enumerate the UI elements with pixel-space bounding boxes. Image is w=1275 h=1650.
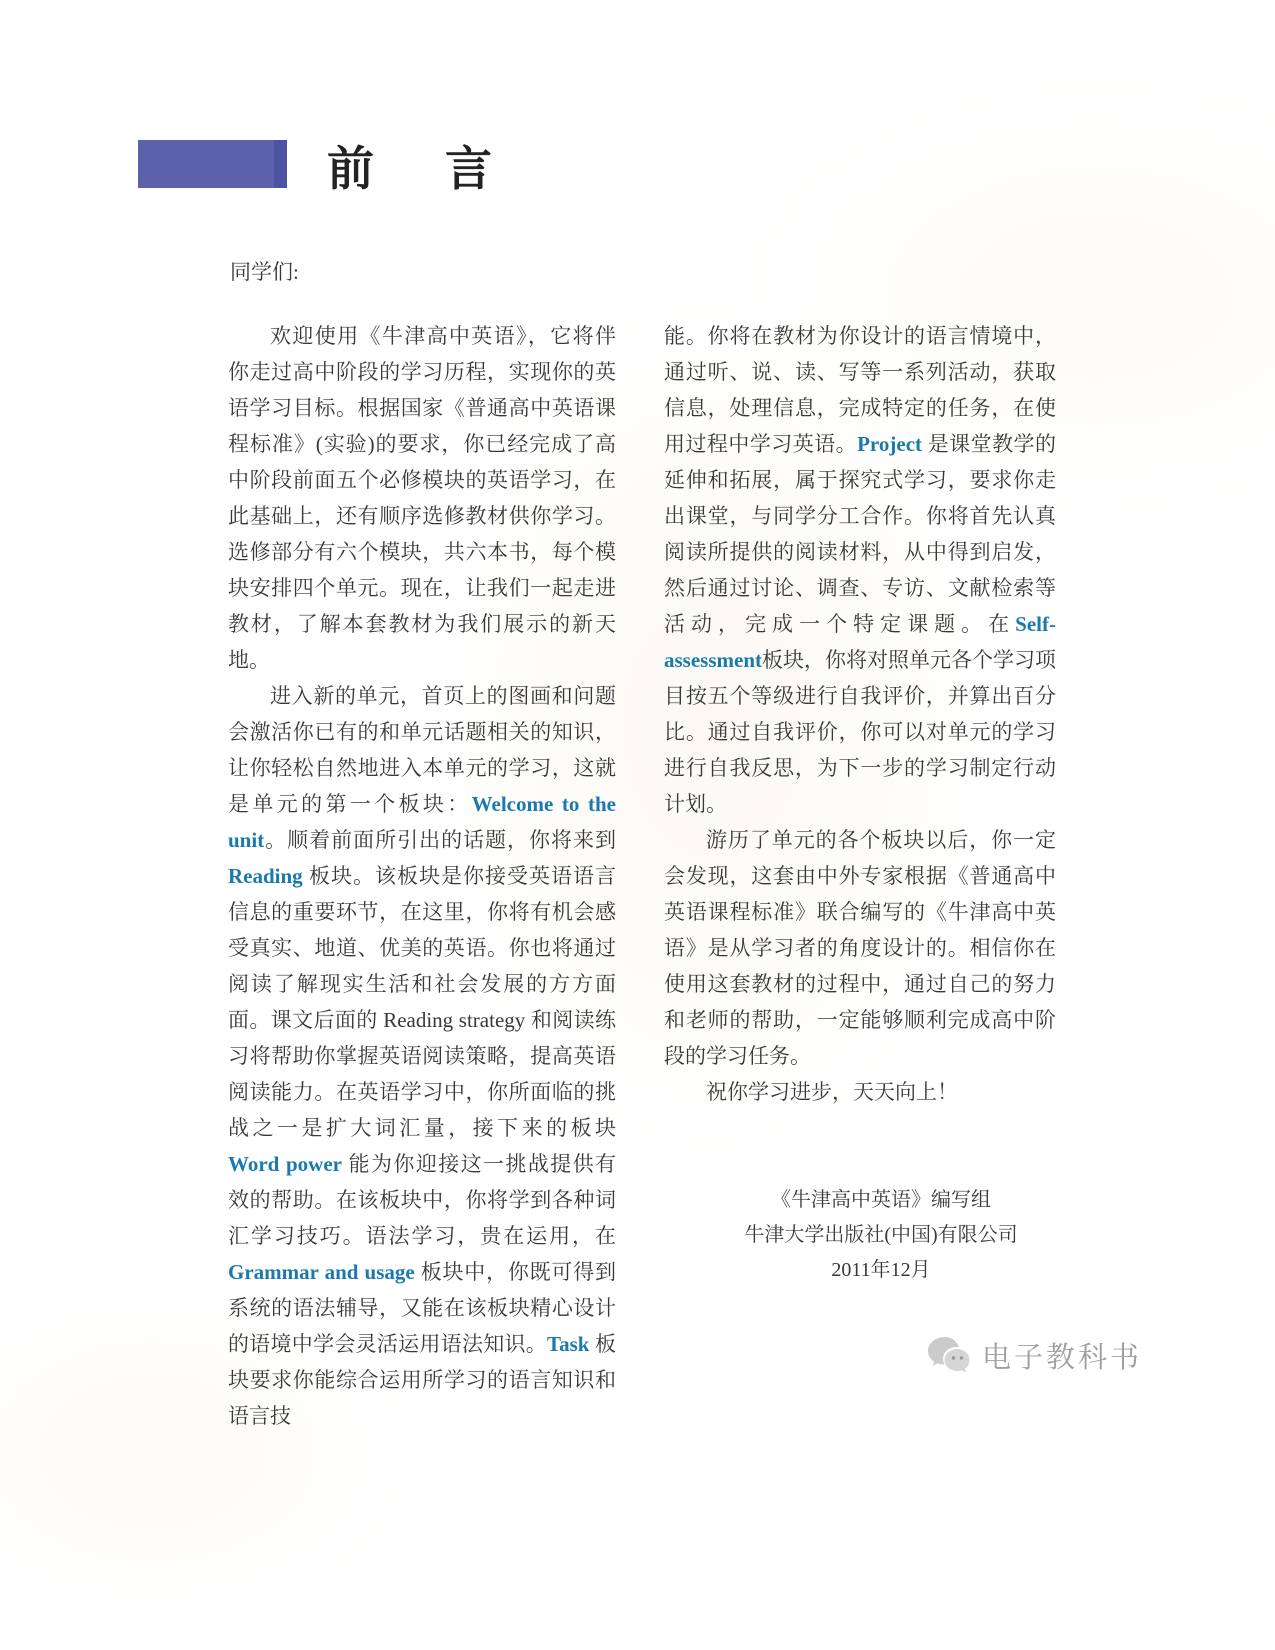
text-run: 能。你将在教材为你设计的语言情境中，通过听、说、读、写等一系列活动，获取信息，处理信息，完成特定的任务，在使用过程中学习英语。 [664,324,1056,456]
signature-block [722,1183,1040,1288]
paragraph [228,678,616,1434]
signature-publisher: 牛津大学出版社(中国)有限公司 [744,1224,1018,1246]
text-run: 欢迎使用《牛津高中英语》，它将伴你走过高中阶段的学习历程，实现你的英语学习目标。根据国家《普通高中英语课程标准》(实验)的要求，你已经完成了高中阶段前面五个必修模块的英语学习，在此基础上，还有顺序选修教材供你学习。选修部分有六个模块，共六本书，每个模块安排四个单元。现在，让我们一起走进教材，了解本套教材为我们展示的新天地。 [228,324,616,672]
text-run: 。顺着前面所引出的话题，你将来到 [264,828,616,852]
module-keyword: Project [857,432,923,456]
paragraph [664,1074,1056,1110]
text-run: 祝你学习进步，天天向上！ [706,1080,958,1104]
publisher-watermark [926,1334,1142,1376]
right-text-column [664,318,1056,1110]
title-accent-bar [138,140,287,188]
text-run: 游历了单元的各个板块以后，你一定会发现，这套由中外专家根据《普通高中英语课程标准》联合编写的《牛津高中英语》是从学习者的角度设计的。相信你在使用这套教材的过程中，通过自己的努力和老师的帮助，一定能够顺利完成高中阶段的学习任务。 [664,828,1056,1068]
left-text-column [228,318,616,1434]
text-run: 板块，你将对照单元各个学习项目按五个等级进行自我评价，并算出百分比。通过自我评价，你可以对单元的学习进行自我反思，为下一步的学习制定行动计划。 [664,648,1056,816]
page-title: 前 言 [327,144,504,196]
paragraph [228,318,616,678]
module-keyword: Task [547,1332,590,1356]
watermark-label: 电子教科书 [982,1339,1143,1374]
text-run: 板块中，你既可得到系统的语法辅导，又能在该板块精心设计的语境中学会灵活运用语法知识。 [228,1260,616,1356]
chat-bubbles-icon [926,1334,974,1376]
module-keyword: Self-assessment [664,612,1056,672]
text-run: 能为你迎接这一挑战提供有效的帮助。在该板块中，你将学到各种词汇学习技巧。语法学习，贵在运用，在 [228,1152,617,1248]
text-run: 板块要求你能综合运用所学习的语言知识和语言技 [228,1332,617,1428]
module-keyword: Welcome to the unit [228,792,617,852]
text-run: 是课堂教学的延伸和拓展，属于探究式学习，要求你走出课堂，与同学分工合作。你将首先认真阅读所提供的阅读材料，从中得到启发，然后通过讨论、调查、专访、文献检索等活动，完成一个特定课题。在 [664,432,1057,636]
title-accent-bar-edge [274,140,287,188]
paragraph [664,318,1056,822]
paragraph [664,822,1056,1074]
module-keyword: Word power [228,1152,342,1176]
text-run: 板块。该板块是你接受英语语言信息的重要环节，在这里，你将有机会感受真实、地道、优美的英语。你也将通过阅读了解现实生活和社会发展的方方面面。课文后面的 Reading strategy 和阅读练习将帮助你掌握英语阅读策略，提高英语阅读能力。在英语学习中，你所面临的挑战之一是扩大词汇量，接下来的板块 [228,864,616,1140]
greeting-line: 同学们: [230,260,299,284]
module-keyword: Grammar and usage [228,1260,415,1284]
text-run: 进入新的单元，首页上的图画和问题会激活你已有的和单元话题相关的知识，让你轻松自然地进入本单元的学习，这就是单元的第一个板块： [228,684,616,816]
module-keyword: Reading [228,864,303,888]
signature-date: 2011年12月 [831,1259,931,1281]
signature-editorial-group: 《牛津高中英语》编写组 [771,1189,991,1211]
